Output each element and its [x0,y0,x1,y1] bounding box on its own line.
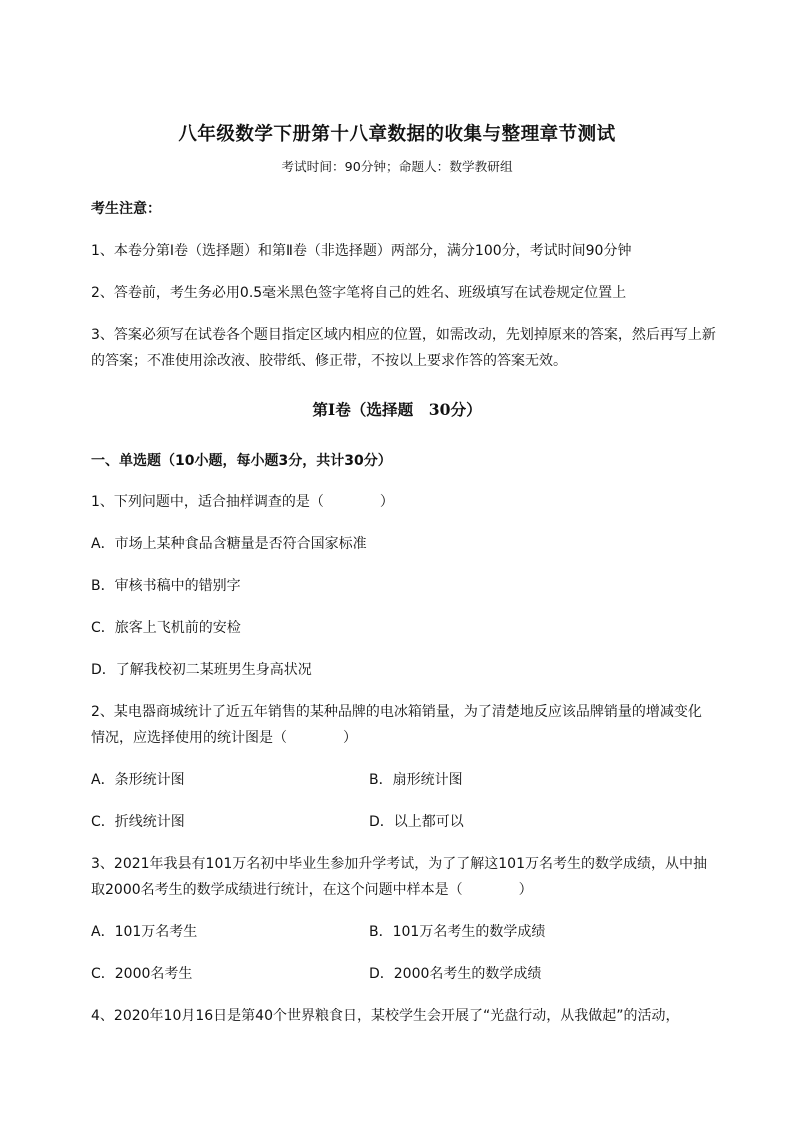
note-item: 1、本卷分第I卷（选择题）和第Ⅱ卷（非选择题）两部分，满分100分，考试时间90分钟 [91,243,632,259]
notes-heading: 考生注意： [91,201,161,217]
question-stem: 2、某电器商城统计了近五年销售的某种品牌的电冰箱销量，为了清楚地反应该品牌销量的增减变化 [91,704,702,720]
note-item-continued: 的答案；不准使用涂改液、胶带纸、修正带，不按以上要求作答的答案无效。 [91,353,567,369]
option-c: C．折线统计图 [91,814,185,830]
question-stem: 1、下列问题中，适合抽样调查的是（ ） [91,494,394,510]
page-title: 八年级数学下册第十八章数据的收集与整理章节测试 [178,124,616,145]
option-b: B．扇形统计图 [369,772,463,788]
note-item: 3、答案必须写在试卷各个题目指定区域内相应的位置，如需改动，先划掉原来的答案，然后再写上新 [91,327,716,343]
question-stem: 4、2020年10月16日是第40个世界粮食日，某校学生会开展了“光盘行动，从我做起”的活动， [91,1008,680,1024]
option-a: A．101万名考生 [91,924,198,940]
option-a: A．条形统计图 [91,772,185,788]
question-stem-continued: 取2000名考生的数学成绩进行统计，在这个问题中样本是（ ） [91,882,533,898]
option-d: D．以上都可以 [369,814,464,830]
note-item: 2、答卷前，考生务必用0.5毫米黑色签字笔将自己的姓名、班级填写在试卷规定位置上 [91,285,627,301]
question-stem: 3、2021年我县有101万名初中毕业生参加升学考试，为了了解这101万名考生的数学成绩，从中抽 [91,856,707,872]
option-d: D．了解我校初二某班男生身高状况 [91,662,312,678]
section-title: 第I卷（选择题 30分） [312,400,482,419]
option-b: B．101万名考生的数学成绩 [369,924,546,940]
option-c: C．2000名考生 [91,966,193,982]
option-c: C．旅客上飞机前的安检 [91,620,241,636]
part-heading: 一、单选题（10小题，每小题3分，共计30分） [91,453,392,469]
exam-info: 考试时间：90分钟；命题人：数学教研组 [281,159,513,174]
option-b: B．审核书稿中的错别字 [91,578,241,594]
option-a: A．市场上某种食品含糖量是否符合国家标准 [91,536,367,552]
option-d: D．2000名考生的数学成绩 [369,966,542,982]
question-stem-continued: 情况，应选择使用的统计图是（ ） [91,730,357,746]
